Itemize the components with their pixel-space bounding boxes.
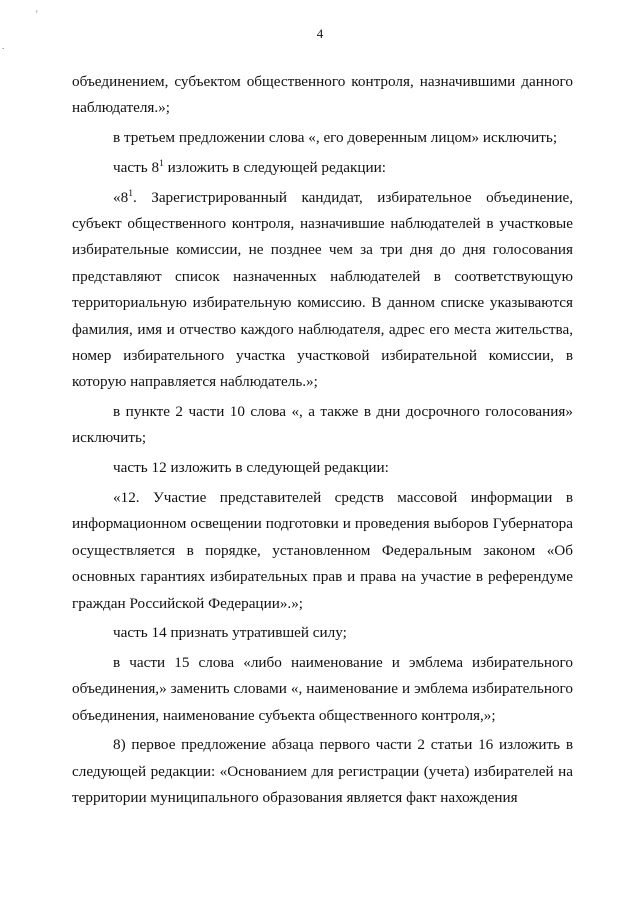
paragraph: 8) первое предложение абзаца первого части 2 статьи 16 изложить в следующей редакции: «Основанием для регистрации (учета) избирателей на территории муниципального образования является факт нахождения xyxy=(72,736,573,807)
paragraph: часть 14 признать утратившей силу; xyxy=(113,624,347,642)
paragraph: в третьем предложении слова «, его доверенным лицом» исключить; xyxy=(113,129,558,147)
paragraph: в части 15 слова «либо наименование и эмблема избирательного объединения,» заменить словами «, наименование и эмблема избирательного объединения, наименование субъекта общественного контроля,»; xyxy=(72,653,573,724)
document-body xyxy=(72,69,573,815)
paragraph: в пункте 2 части 10 слова «, а также в дни досрочного голосования» исключить; xyxy=(72,403,573,447)
paragraph: часть $8^1$ изложить в следующей редакции: xyxy=(113,158,386,176)
paragraph: «12. Участие представителей средств массовой информации в информационном освещении подготовки и проведения выборов Губернатора осуществляется в порядке, установленном Федеральным законом «Об основных гарантиях избирательных прав и права на участие в референдуме граждан Российской Федерации».»; xyxy=(72,488,573,612)
paragraph: объединением, субъектом общественного контроля, назначившими данного наблюдателя.»; xyxy=(72,73,573,117)
scan-mark: . xyxy=(2,41,5,51)
paragraph: «$8^1$. Зарегистрированный кандидат, избирательное объединение, субъект общественного контроля, назначившие наблюдателей в участковые избирательные комиссии, не позднее чем за три дня до дня голосования представляют список назначенных наблюдателей в соответствующую территориальную избирательную комиссию. В данном списке указываются фамилия, имя и отчество каждого наблюдателя, адрес его места жительства, номер избирательного участка участковой избирательной комиссии, в которую направляется наблюдатель.»; xyxy=(72,188,573,391)
paragraph: часть 12 изложить в следующей редакции: xyxy=(113,459,389,477)
scan-mark: ' xyxy=(36,9,38,19)
page-number: 4 xyxy=(316,26,324,41)
